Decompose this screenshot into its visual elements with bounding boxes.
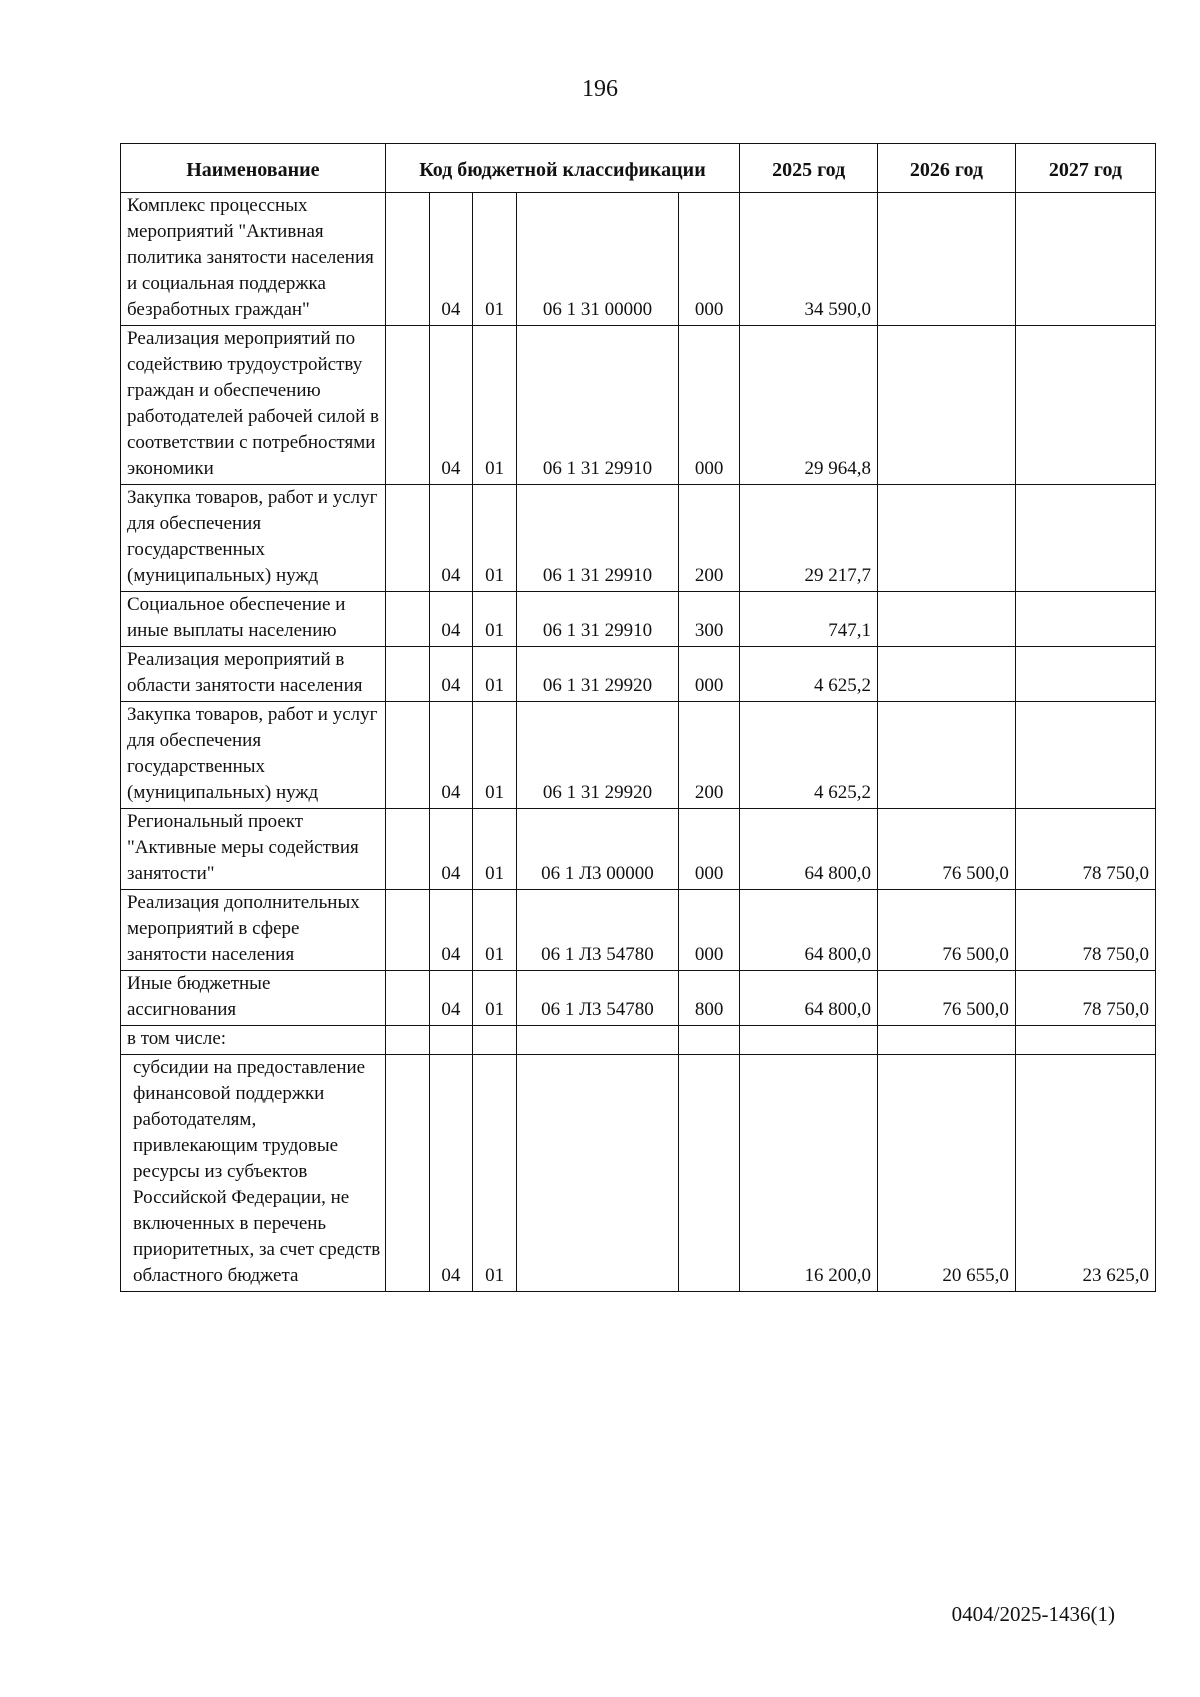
code-empty [385,1026,429,1055]
code-section [429,1026,473,1055]
code-expense-type: 000 [678,890,739,971]
code-empty [385,702,429,809]
value-2027 [1015,702,1155,809]
code-section: 04 [429,326,473,485]
value-2026: 20 655,0 [878,1055,1016,1292]
value-2025: 4 625,2 [740,702,878,809]
code-target: 06 1 31 29910 [517,485,679,592]
table-row [121,193,1156,326]
table-row [121,809,1156,890]
header-2025: 2025 год [740,144,878,193]
value-2025: 4 625,2 [740,647,878,702]
value-2027 [1015,326,1155,485]
table-row [121,971,1156,1026]
code-target: 06 1 31 29920 [517,702,679,809]
value-2027: 23 625,0 [1015,1055,1155,1292]
value-2027 [1015,647,1155,702]
table-header-row [121,144,1156,193]
code-target: 06 1 31 29920 [517,647,679,702]
header-2027: 2027 год [1015,144,1155,193]
value-2025: 64 800,0 [740,971,878,1026]
code-empty [385,647,429,702]
header-2026: 2026 год [878,144,1016,193]
value-2025: 64 800,0 [740,890,878,971]
code-subsection: 01 [473,971,517,1026]
value-2025: 16 200,0 [740,1055,878,1292]
table-row [121,1026,1156,1055]
code-section: 04 [429,647,473,702]
value-2027: 78 750,0 [1015,971,1155,1026]
code-empty [385,326,429,485]
code-empty [385,485,429,592]
code-target [517,1055,679,1292]
code-subsection: 01 [473,592,517,647]
value-2025: 747,1 [740,592,878,647]
header-code: Код бюджетной классификации [385,144,739,193]
document-id: 0404/2025-1436(1) [951,1602,1115,1626]
value-2026 [878,326,1016,485]
table-row [121,326,1156,485]
row-name: Закупка товаров, работ и услуг для обеспечения государственных (муниципальных) нужд [121,702,386,809]
code-expense-type: 800 [678,971,739,1026]
code-expense-type [678,1055,739,1292]
row-name: Реализация мероприятий в области занятости населения [121,647,386,702]
header-name: Наименование [121,144,386,193]
value-2025: 29 217,7 [740,485,878,592]
code-empty [385,890,429,971]
code-subsection: 01 [473,890,517,971]
row-name: Комплекс процессных мероприятий "Активная политика занятости населения и социальная поддержка безработных граждан" [121,193,386,326]
value-2025 [740,1026,878,1055]
code-section: 04 [429,890,473,971]
code-expense-type: 000 [678,809,739,890]
code-section: 04 [429,592,473,647]
code-section: 04 [429,485,473,592]
code-section: 04 [429,193,473,326]
code-target: 06 1 31 29910 [517,326,679,485]
table-row [121,890,1156,971]
value-2027 [1015,592,1155,647]
code-section: 04 [429,702,473,809]
code-target: 06 1 31 00000 [517,193,679,326]
code-subsection: 01 [473,193,517,326]
code-subsection: 01 [473,485,517,592]
code-subsection: 01 [473,326,517,485]
code-empty [385,809,429,890]
table-row [121,647,1156,702]
row-name: Реализация дополнительных мероприятий в сфере занятости населения [121,890,386,971]
code-empty [385,1055,429,1292]
value-2026: 76 500,0 [878,971,1016,1026]
code-subsection: 01 [473,702,517,809]
code-subsection: 01 [473,809,517,890]
code-expense-type [678,1026,739,1055]
page-number: 196 [582,76,618,102]
code-subsection [473,1026,517,1055]
value-2027: 78 750,0 [1015,809,1155,890]
code-section: 04 [429,1055,473,1292]
code-target: 06 1 Л3 00000 [517,809,679,890]
code-subsection: 01 [473,1055,517,1292]
value-2025: 64 800,0 [740,809,878,890]
row-name: Закупка товаров, работ и услуг для обеспечения государственных (муниципальных) нужд [121,485,386,592]
row-name: Региональный проект "Активные меры содействия занятости" [121,809,386,890]
value-2026 [878,1026,1016,1055]
value-2026 [878,485,1016,592]
code-section: 04 [429,971,473,1026]
table-row [121,702,1156,809]
table-row [121,592,1156,647]
value-2026 [878,193,1016,326]
value-2026 [878,702,1016,809]
code-empty [385,971,429,1026]
table-row [121,485,1156,592]
code-empty [385,193,429,326]
row-name: Иные бюджетные ассигнования [121,971,386,1026]
value-2026: 76 500,0 [878,809,1016,890]
code-empty [385,592,429,647]
value-2025: 34 590,0 [740,193,878,326]
value-2027 [1015,1026,1155,1055]
code-expense-type: 000 [678,326,739,485]
row-name: субсидии на предоставление финансовой поддержки работодателям, привлекающим трудовые ресурсы из субъектов Российской Федерации, не включенных в перечень приоритетных, за счет средств областного бюджета [121,1055,386,1292]
value-2025: 29 964,8 [740,326,878,485]
budget-table [120,143,1156,1292]
code-target: 06 1 Л3 54780 [517,890,679,971]
code-expense-type: 200 [678,702,739,809]
value-2027 [1015,193,1155,326]
row-name: Социальное обеспечение и иные выплаты населению [121,592,386,647]
code-target: 06 1 Л3 54780 [517,971,679,1026]
code-section: 04 [429,809,473,890]
value-2026 [878,647,1016,702]
row-name: Реализация мероприятий по содействию трудоустройству граждан и обеспечению работодателей рабочей силой в соответствии с потребностями экономики [121,326,386,485]
code-expense-type: 300 [678,592,739,647]
code-target [517,1026,679,1055]
value-2026: 76 500,0 [878,890,1016,971]
code-expense-type: 200 [678,485,739,592]
value-2026 [878,592,1016,647]
table-row [121,1055,1156,1292]
row-name: в том числе: [121,1026,386,1055]
code-expense-type: 000 [678,647,739,702]
code-expense-type: 000 [678,193,739,326]
code-target: 06 1 31 29910 [517,592,679,647]
code-subsection: 01 [473,647,517,702]
value-2027 [1015,485,1155,592]
value-2027: 78 750,0 [1015,890,1155,971]
